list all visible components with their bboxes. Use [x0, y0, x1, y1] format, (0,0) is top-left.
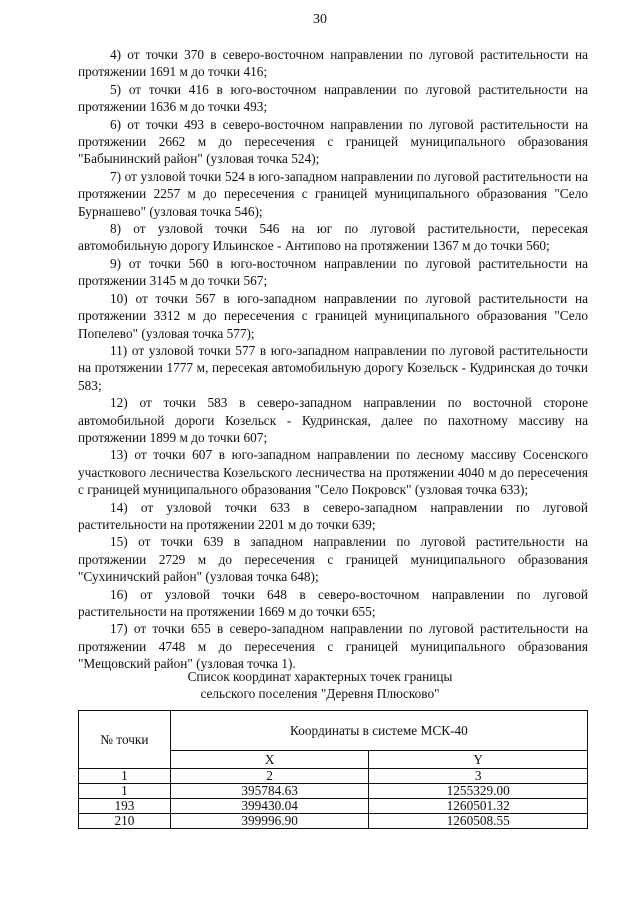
- cell-x: 395784.63: [170, 784, 369, 799]
- page-number: 30: [313, 12, 327, 27]
- table-row: [79, 799, 588, 814]
- cell-y: 1255329.00: [369, 784, 588, 799]
- paragraph: 10) от точки 567 в юго-западном направлении по луговой растительности на протяжении 3312 м до пересечения с границей муниципального образования "Село Попелево" (узловая точка 577);: [78, 290, 588, 341]
- paragraph: 12) от точки 583 в северо-западном направлении по восточной стороне автомобильной дороги Козельск - Кудринская, далее по пахотному массиву на протяжении 1899 м до точки 607;: [78, 395, 588, 445]
- column-header-y: Y: [369, 751, 588, 769]
- column-number-row: [79, 769, 588, 784]
- paragraph: 16) от узловой точки 648 в северо-восточном направлении по луговой растительности на протяжении 1669 м до точки 655;: [78, 586, 588, 619]
- coordinates-table: [78, 710, 588, 829]
- paragraph: 17) от точки 655 в северо-западном направлении по луговой растительности на протяжении 4748 м до пересечения с границей муниципального образования "Мещовский район" (узловая точка 1).: [78, 621, 588, 672]
- paragraph: 5) от точки 416 в юго-восточном направлении по луговой растительности на протяжении 1636 м до точки 493;: [78, 81, 588, 115]
- paragraph: 11) от узловой точки 577 в юго-западном направлении по луговой растительности на протяжении 1777 м, пересекая автомобильную дорогу Козельск - Кудринская до точки 583;: [78, 342, 588, 393]
- cell-point: 1: [79, 784, 171, 799]
- paragraph: 9) от точки 560 в юго-восточном направлении по луговой растительности на протяжении 3145 м до точки 567;: [78, 255, 588, 289]
- list-title-line1: Список координат характерных точек границы: [187, 669, 453, 684]
- column-number: 3: [369, 769, 588, 784]
- cell-x: 399430.04: [170, 799, 369, 814]
- boundary-description: [78, 46, 588, 673]
- list-title-line2: сельского поселения "Деревня Плюсково": [200, 686, 440, 702]
- cell-x: 399996.90: [170, 814, 369, 829]
- cell-y: 1260508.55: [369, 814, 588, 829]
- cell-y: 1260501.32: [369, 799, 588, 814]
- paragraph: 13) от точки 607 в юго-западном направлении по лесному массиву Сосенского участкового лесничества Козельского лесничества на протяжении 4040 м до пересечения с границей муниципального образования "Село Покровск" (узловая точка 633);: [78, 447, 588, 498]
- column-header-point: № точки: [79, 711, 171, 769]
- paragraph: 8) от узловой точки 546 на юг по луговой растительности, пересекая автомобильную дорогу Ильинское - Антипово на протяжении 1367 м до точки 560;: [78, 221, 588, 254]
- coordinates-list-title: [0, 668, 640, 703]
- cell-point: 210: [79, 814, 171, 829]
- column-header-coordinates: Координаты в системе МСК-40: [170, 711, 587, 751]
- paragraph: 4) от точки 370 в северо-восточном направлении по луговой растительности на протяжении 1691 м до точки 416;: [78, 47, 588, 80]
- column-number: 2: [170, 769, 369, 784]
- column-number: 1: [79, 769, 171, 784]
- paragraph: 14) от узловой точки 633 в северо-западном направлении по луговой растительности на протяжении 2201 м до точки 639;: [78, 499, 588, 532]
- table-row: [79, 784, 588, 799]
- table-row: [79, 814, 588, 829]
- table-header-row: [79, 711, 588, 751]
- paragraph: 15) от точки 639 в западном направлении по луговой растительности на протяжении 2729 м до пересечения с границей муниципального образования "Сухиничский район" (узловая точка 648);: [78, 534, 588, 585]
- paragraph: 7) от узловой точки 524 в юго-западном направлении по луговой растительности на протяжении 2257 м до пересечения с границей муниципального образования "Село Бурнашево" (узловая точка 546);: [78, 168, 588, 219]
- paragraph: 6) от точки 493 в северо-восточном направлении по луговой растительности на протяжении 2662 м до пересечения с границей муниципального образования "Бабынинский район" (узловая точка 524);: [78, 116, 588, 167]
- column-header-x: X: [170, 751, 369, 769]
- cell-point: 193: [79, 799, 171, 814]
